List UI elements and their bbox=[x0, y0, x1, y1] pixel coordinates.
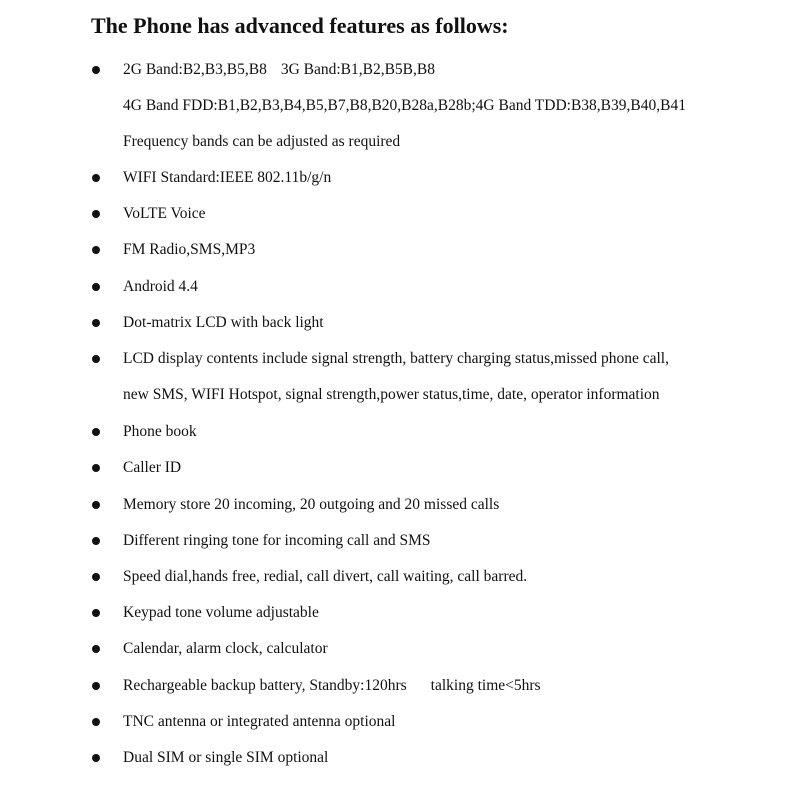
feature-caller-id: Caller ID bbox=[123, 459, 182, 476]
feature-phone-book: Phone book bbox=[123, 423, 197, 440]
bullet-icon bbox=[92, 609, 100, 617]
bullet-icon bbox=[92, 501, 100, 509]
feature-bands-adjustable: Frequency bands can be adjusted as required bbox=[123, 133, 401, 150]
feature-android: Android 4.4 bbox=[123, 278, 198, 295]
feature-sim: Dual SIM or single SIM optional bbox=[123, 749, 329, 766]
feature-memory: Memory store 20 incoming, 20 outgoing and 20 missed calls bbox=[123, 496, 500, 513]
band-2g-text: 2G Band:B2,B3,B5,B8 bbox=[123, 61, 267, 78]
bullet-icon bbox=[92, 355, 100, 363]
document-title: The Phone has advanced features as follows: bbox=[91, 13, 509, 38]
bullet-icon bbox=[92, 246, 100, 254]
bullet-icon bbox=[92, 210, 100, 218]
bullet-icon bbox=[92, 718, 100, 726]
feature-lcd-contents-line1: LCD display contents include signal strength, battery charging status,missed phone call, bbox=[123, 350, 669, 367]
bullet-icon bbox=[92, 754, 100, 762]
bullet-icon bbox=[92, 283, 100, 291]
bullet-icon bbox=[92, 66, 100, 74]
bullet-icon bbox=[92, 573, 100, 581]
feature-bands-2g-3g bbox=[123, 60, 435, 80]
feature-volte: VoLTE Voice bbox=[123, 205, 206, 222]
bullet-icon bbox=[92, 537, 100, 545]
feature-keypad-tone: Keypad tone volume adjustable bbox=[123, 604, 319, 621]
bullet-icon bbox=[92, 464, 100, 472]
battery-talk-text: talking time<5hrs bbox=[430, 677, 541, 694]
bullet-icon bbox=[92, 645, 100, 653]
feature-antenna: TNC antenna or integrated antenna optional bbox=[123, 713, 396, 730]
feature-bands-4g: 4G Band FDD:B1,B2,B3,B4,B5,B7,B8,B20,B28a,B28b;4G Band TDD:B38,B39,B40,B41 bbox=[123, 97, 686, 114]
bullet-icon bbox=[92, 319, 100, 327]
feature-battery bbox=[123, 676, 541, 696]
bullet-icon bbox=[92, 428, 100, 436]
feature-calendar: Calendar, alarm clock, calculator bbox=[123, 640, 328, 657]
band-3g-text: 3G Band:B1,B2,B5B,B8 bbox=[280, 61, 435, 78]
bullet-icon bbox=[92, 174, 100, 182]
battery-standby-text: Rechargeable backup battery, Standby:120hrs bbox=[123, 677, 407, 694]
feature-lcd: Dot-matrix LCD with back light bbox=[123, 314, 324, 331]
bullet-icon bbox=[92, 682, 100, 690]
feature-lcd-contents-line2: new SMS, WIFI Hotspot, signal strength,power status,time, date, operator information bbox=[123, 386, 660, 403]
feature-fm-radio: FM Radio,SMS,MP3 bbox=[123, 241, 256, 258]
feature-ringing-tone: Different ringing tone for incoming call and SMS bbox=[123, 532, 431, 549]
feature-wifi: WIFI Standard:IEEE 802.11b/g/n bbox=[123, 169, 332, 186]
feature-speed-dial: Speed dial,hands free, redial, call divert, call waiting, call barred. bbox=[123, 568, 528, 585]
